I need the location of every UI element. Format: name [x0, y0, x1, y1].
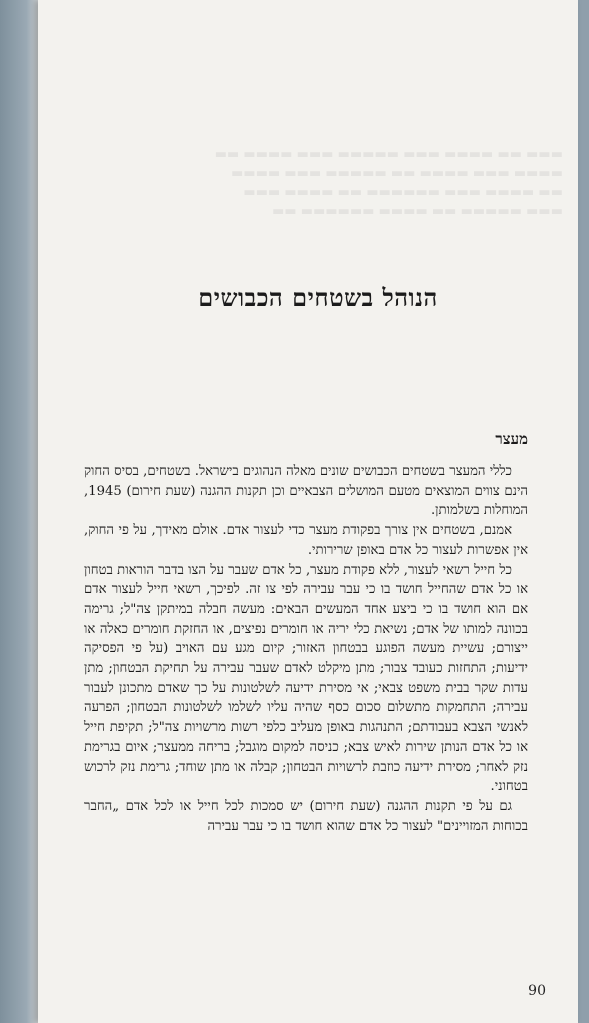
page-gutter-edge — [0, 0, 38, 1023]
bleed-through-text: ▬▬▬ ▬▬ ▬▬▬▬ ▬▬▬ ▬▬▬▬▬ ▬▬▬ ▬▬▬▬ ▬▬ ▬▬▬▬ ▬▬▬ ▬▬▬▬ ▬▬ ▬▬▬▬▬ ▬▬▬ ▬▬▬▬ ▬▬ ▬▬▬▬ ▬▬▬ ▬▬▬▬▬▬ ▬▬ ▬▬▬▬ ▬▬▬ ▬▬▬ ▬▬▬▬▬ ▬▬ ▬▬▬▬ ▬▬▬▬▬▬ ▬▬ — [214, 147, 563, 219]
paragraph: כל חייל רשאי לעצור, ללא פקודת מעצר, כל אדם שעבר על הצו בדבר הוראות בטחון או כל אדם שהחייל חושד בו כי עבר עבירה לפי צו זה. לפיכך, רשאי חייל לעצור אדם אם הוא חושד בו כי ביצע אחד המעשים הבאים: מעשה חבלה במיתקן צה"ל; גרימה בכוונה למותו של אדם; נשיאת כלי יריה או חומרים נפיצים, או החזקת חומרים כאלה או ייצורם; עשיית מעשה הפוגע בבטחון האזור; קיום מגע עם האויב (על פי הפסיקה ידיעות; התחזות כעובד צבור; מתן מיקלט לאדם שעבר עבירה על תחיקת הבטחון; מתן עדות שקר בבית משפט צבאי; אי מסירת ידיעה לשלטונות על כך שאדם מתכונן לעבור עבירה; התחמקות מתשלום סכום כסף שהיה עליו לשלמו לשלטונות הבטחון; הפרעה לאנשי הצבא בעבודתם; התנהגות באופן מעליב כלפי רשות מרשויות צה"ל; תקיפת חייל או כל אדם הנותן שירות לאיש צבא; כניסה למקום מוגבל; בריחה ממעצר; איום בגרימת נזק לאחר; מסירת ידיעה כוזבת לרשויות הבטחון; קבלה או מתן שוחד; גרימת נזק לרכוש בטחוני. — [84, 562, 528, 795]
page-number: 90 — [528, 983, 546, 999]
book-page — [38, 0, 578, 1023]
paragraph: אמנם, בשטחים אין צורך בפקודת מעצר כדי לעצור אדם. אולם מאידך, על פי החוק, אין אפשרות לעצור כל אדם באופן שרירותי. — [84, 523, 528, 558]
paragraph: כללי המעצר בשטחים הכבושים שונים מאלה הנהוגים בישראל. בשטחים, בסיס החוק הינם צווים המוצאים מטעם המושלים הצבאיים וכן תקנות ההגנה (שעת חירום) 1945, המוחלות בשלמותן. — [84, 464, 528, 519]
body-text — [84, 462, 528, 836]
section-heading: מעצר — [495, 430, 528, 448]
paragraph: גם על פי תקנות ההגנה (שעת חירום) יש סמכות לכל חייל או לכל אדם „החבר בכוחות המזויינים" לעצור כל אדם שהוא חושד בו כי עבר עבירה — [84, 798, 528, 834]
chapter-title: הנוהל בשטחים הכבושים — [198, 283, 438, 312]
